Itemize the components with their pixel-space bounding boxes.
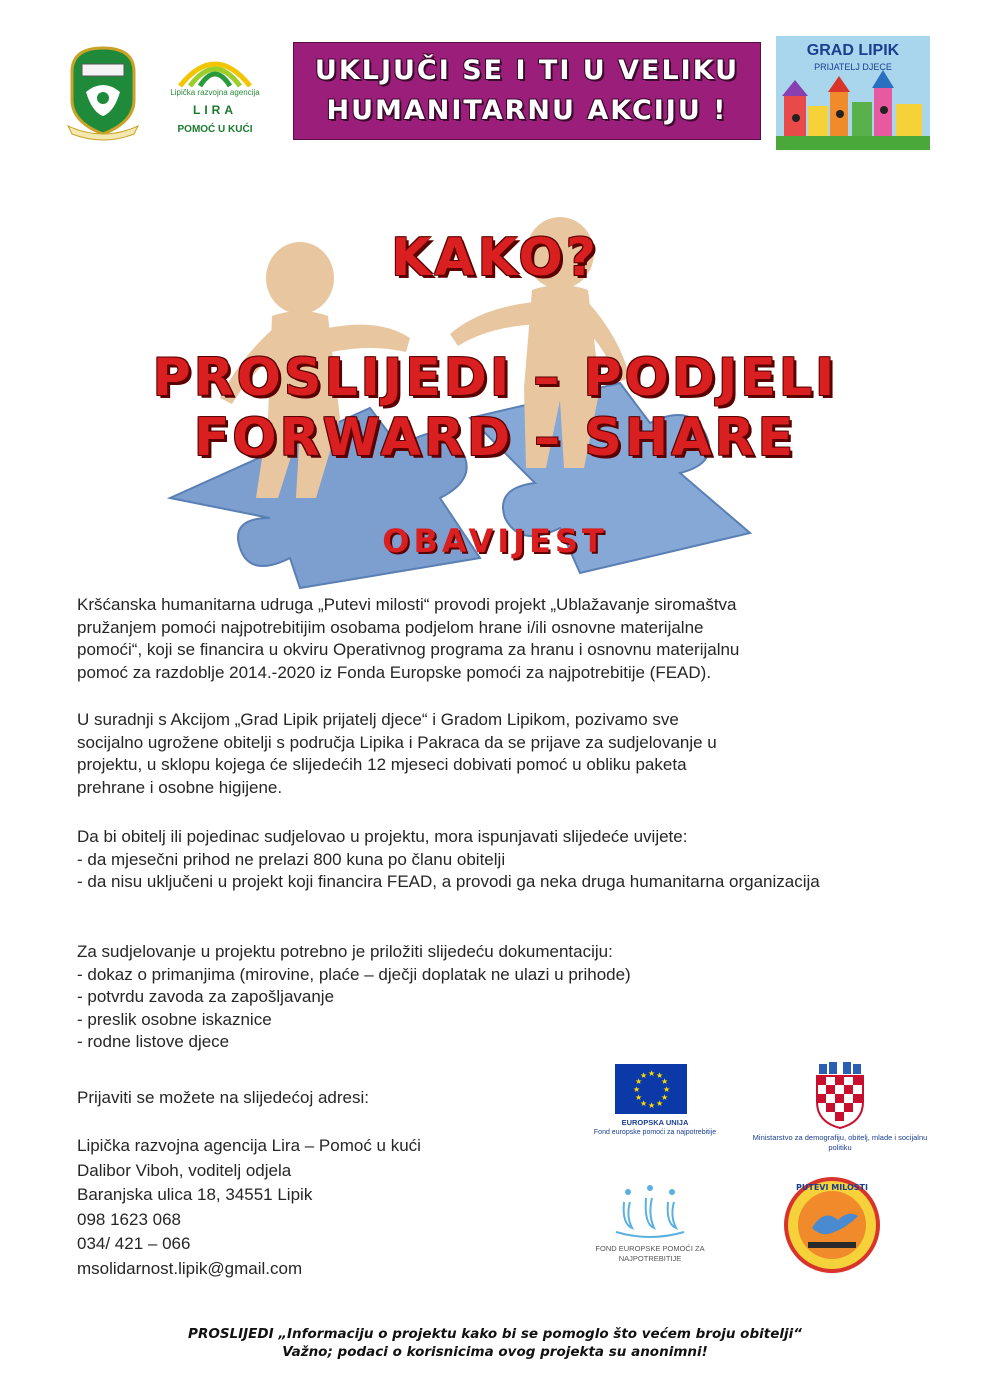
- fead-caption: FOND EUROPSKE POMOĆI ZA NAJPOTREBITIJE: [595, 1244, 705, 1263]
- documents-intro: Za sudjelovanje u projektu potrebno je priložiti slijedeću dokumentaciju:: [77, 942, 613, 961]
- eu-subtitle: Fond europske pomoći za najpotrebitije: [593, 1129, 717, 1136]
- banner-line-2: HUMANITARNU AKCIJU !: [326, 95, 728, 126]
- document-item: - potvrdu zavoda za zapošljavanje: [77, 987, 335, 1006]
- ministry-caption: Ministarstvo za demografiju, obitelj, mlade i socijalnu politiku: [752, 1133, 928, 1152]
- svg-text:★: ★: [633, 1085, 641, 1094]
- grad-lipik-subtitle: PRIJATELJ DJECE: [814, 62, 892, 72]
- text-line: pružanjem pomoći najpotrebitijim osobama podjelom hrane i/ili osnovne materijalne: [77, 617, 704, 637]
- text-line: socijalno ugrožene obitelji s područja Lipika i Pakraca da se prijave za sudjelovanje u: [77, 732, 717, 752]
- condition-item: - da nisu uključeni u projekt koji financira FEAD, a provodi ga neka druga humanitarna organizacija: [77, 872, 820, 891]
- paragraph-project-description: [77, 594, 927, 684]
- document-item: - rodne listove djece: [77, 1032, 230, 1051]
- humanitarian-action-banner: [293, 42, 761, 140]
- svg-text:★: ★: [640, 1099, 648, 1108]
- eu-flag-icon: [615, 1064, 687, 1114]
- banner-line-1: UKLJUČI SE I TI U VELIKU: [314, 55, 740, 86]
- eu-title: EUROPSKA UNIJA: [621, 1118, 689, 1127]
- contact-phone: 034/ 421 – 066: [77, 1234, 191, 1253]
- svg-text:★: ★: [648, 1101, 656, 1110]
- ministry-logo: [750, 1060, 930, 1160]
- paragraph-conditions: [77, 826, 927, 894]
- paragraph-documents: [77, 941, 927, 1054]
- svg-text:★: ★: [656, 1099, 664, 1108]
- text-line: Kršćanska humanitarna udruga „Putevi milosti“ provodi projekt „Ublažavanje siromaštva: [77, 595, 737, 614]
- eu-caption: [590, 1118, 720, 1137]
- text-line: pomoć za razdoblje 2014.-2020 iz Fonda Europske pomoći za najpotrebitije (FEAD).: [77, 662, 712, 682]
- putevi-milosti-logo: [782, 1172, 882, 1278]
- contact-email[interactable]: msolidarnost.lipik@gmail.com: [77, 1258, 303, 1278]
- text-line: projektu, u sklopu kojega će slijedećih 12 mjeseci dobivati pomoć u obliku paketa: [77, 755, 687, 774]
- paragraph-invitation: [77, 709, 927, 799]
- grad-lipik-prijatelj-djece-logo: [776, 36, 930, 150]
- headline-slogan-line-1: PROSLIJEDI – PODJELI: [152, 348, 838, 408]
- lira-name: LIRA: [193, 103, 237, 117]
- lira-subtitle: POMOĆ U KUĆI: [177, 124, 253, 135]
- headline-kako: KAKO?: [391, 228, 599, 288]
- svg-text:★: ★: [661, 1077, 669, 1086]
- footer-line-2: Važno; podaci o korisnicima ovog projekta su anonimni!: [282, 1344, 708, 1360]
- svg-text:★: ★: [635, 1093, 643, 1102]
- grad-lipik-title: GRAD LIPIK: [806, 42, 900, 59]
- text-line: pomoći“, koji se financira u okviru Operativnog programa za hranu i osnovnu materijalnu: [77, 640, 740, 659]
- footer-line-1: PROSLIJEDI „Informaciju o projektu kako bi se pomoglo što većem broju obitelji“: [188, 1326, 802, 1342]
- lira-agency-logo: [150, 48, 280, 140]
- eu-fund-logo: [590, 1060, 720, 1160]
- footer-notice: [0, 1325, 990, 1361]
- svg-text:★: ★: [648, 1069, 656, 1078]
- conditions-intro: Da bi obitelj ili pojedinac sudjelovao u projektu, mora ispunjavati slijedeće uvijete:: [77, 827, 688, 846]
- headline-obavijest: OBAVIJEST: [382, 522, 608, 560]
- croatian-coat-of-arms-icon: [813, 1062, 867, 1130]
- document-item: - dokaz o primanjima (mirovine, plaće – dječji doplatak ne ulazi u prihode): [77, 964, 631, 984]
- svg-text:★: ★: [635, 1077, 643, 1086]
- grad-lipik-crest-logo: [64, 42, 142, 142]
- contact-mobile: 098 1623 068: [77, 1209, 181, 1229]
- lira-org-name: Lipička razvojna agencija: [170, 88, 260, 97]
- address-intro: Prijaviti se možete na slijedećoj adresi:: [77, 1088, 369, 1107]
- contact-organization: Lipička razvojna agencija Lira – Pomoć u kući: [77, 1136, 421, 1155]
- condition-item: - da mjesečni prihod ne prelazi 800 kuna po članu obitelji: [77, 849, 506, 869]
- text-line: prehrane i osobne higijene.: [77, 777, 283, 797]
- contact-address: Baranjska ulica 18, 34551 Lipik: [77, 1185, 313, 1204]
- svg-text:★: ★: [656, 1071, 664, 1080]
- contact-person: Dalibor Viboh, voditelj odjela: [77, 1160, 292, 1180]
- fead-logo: [580, 1180, 720, 1280]
- document-item: - preslik osobne iskaznice: [77, 1009, 272, 1029]
- svg-text:★: ★: [663, 1085, 671, 1094]
- svg-text:★: ★: [661, 1093, 669, 1102]
- text-line: U suradnji s Akcijom „Grad Lipik prijatelj djece“ i Gradom Lipikom, pozivamo sve: [77, 710, 679, 729]
- svg-text:★: ★: [640, 1071, 648, 1080]
- headline-slogan-line-2: FORWARD – SHARE: [193, 408, 797, 468]
- putevi-milosti-text: PUTEVI MILOSTI: [796, 1183, 868, 1192]
